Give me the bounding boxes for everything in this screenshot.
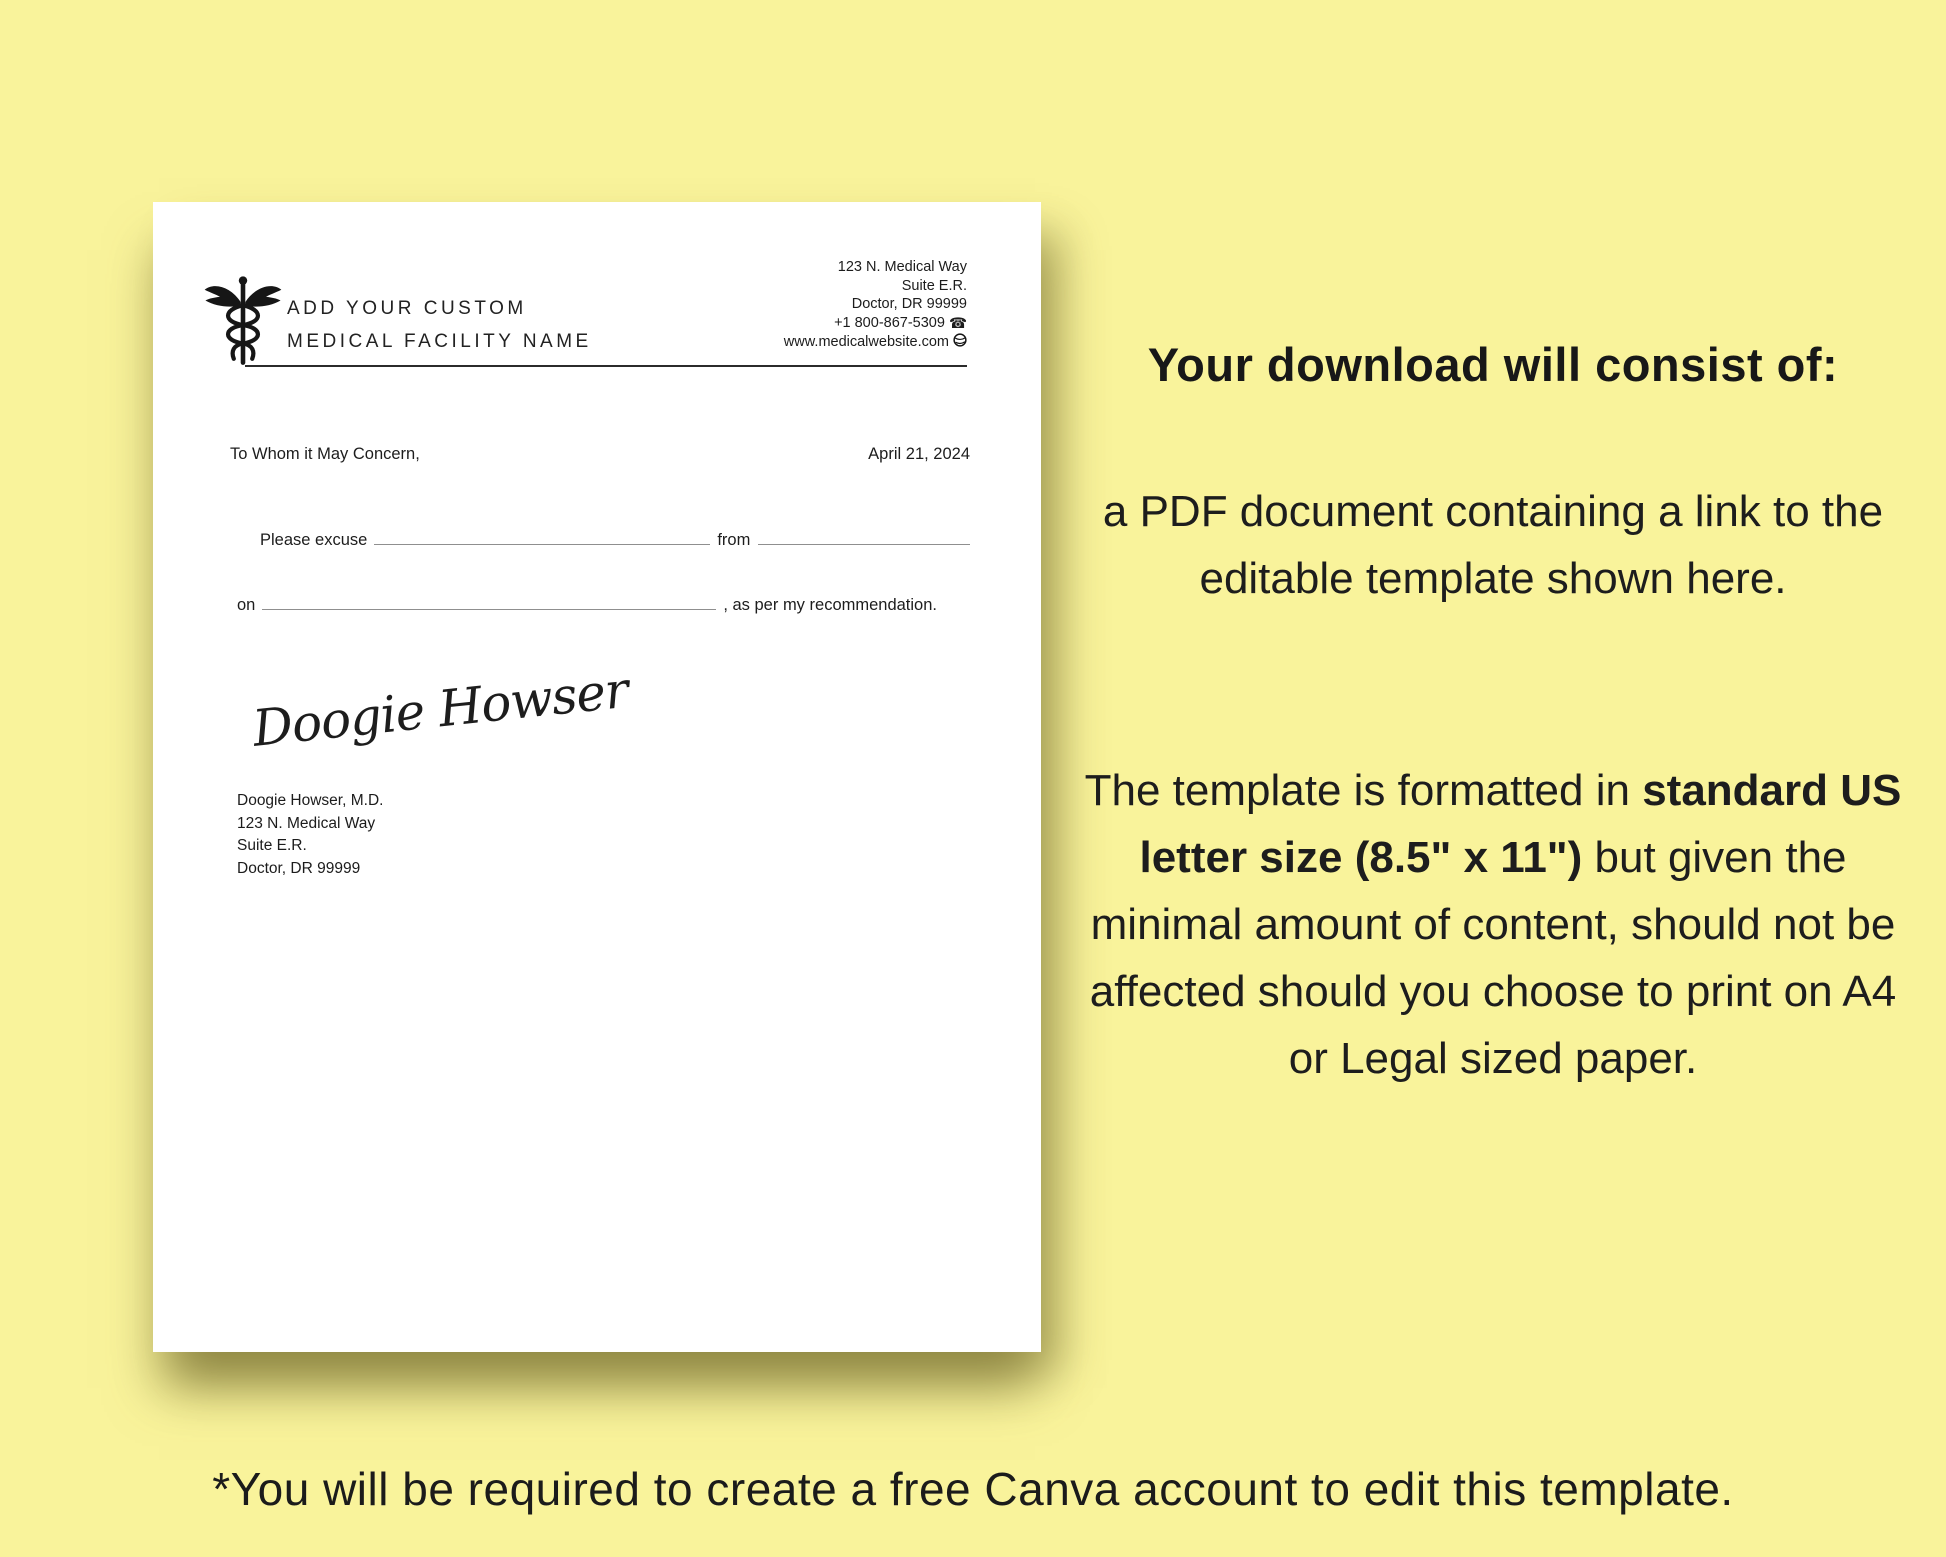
body-line1-label: Please excuse: [260, 531, 368, 549]
globe-icon: [953, 333, 967, 353]
download-heading: Your download will consist of:: [1147, 338, 1839, 391]
contact-address-line3: Doctor, DR 99999: [851, 296, 967, 312]
contact-phone-line: [784, 314, 967, 334]
doctor-signature: Doogie Howser: [249, 660, 631, 758]
signoff-name: Doogie Howser, M.D.: [237, 792, 384, 809]
letter-template-preview: [153, 202, 1041, 1352]
signoff-address2: Suite E.R.: [237, 837, 307, 854]
body-line1-connector: from: [717, 531, 751, 549]
blank-excuse-date: [262, 607, 716, 610]
caduceus-icon: [198, 276, 288, 368]
signature-block: [237, 790, 383, 880]
canva-footnote: *You will be required to create a free Canva account to edit this template.: [212, 1463, 1734, 1515]
facility-name-line1: ADD YOUR CUSTOM: [287, 298, 527, 319]
facility-name: [287, 292, 592, 358]
phone-icon: ☎: [948, 315, 967, 332]
letterhead-divider: [245, 365, 967, 367]
contact-address-line1: 123 N. Medical Way: [837, 259, 967, 275]
paragraph2-bold: standard US letter size (8.5" x 11"): [1139, 766, 1902, 882]
blank-excused-from: [758, 542, 970, 545]
paragraph2-post: but given the minimal amount of content, should not be affected should you choose to print on A4 or Legal sized paper.: [1089, 833, 1897, 1083]
contact-phone: +1 800-867-5309: [834, 314, 945, 331]
body-line2-suffix: , as per my recommendation.: [723, 596, 937, 614]
download-paragraph-1: a PDF document containing a link to the editable template shown here.: [1102, 487, 1884, 603]
signoff-address3: Doctor, DR 99999: [237, 859, 361, 877]
body-line2-label: on: [237, 596, 256, 614]
body-line-2: [237, 596, 937, 615]
download-paragraph-2: [1073, 757, 1913, 1092]
contact-website: www.medicalwebsite.com: [783, 334, 949, 350]
salutation-row: [230, 445, 970, 464]
contact-address-line2: Suite E.R.: [901, 277, 967, 294]
letter-date: April 21, 2024: [868, 445, 970, 463]
contact-website-line: [784, 333, 967, 353]
blank-excuse-name: [374, 542, 710, 545]
paragraph2-pre: The template is formatted in: [1084, 766, 1643, 815]
signoff-address1: 123 N. Medical Way: [237, 814, 376, 832]
letterhead-contact-block: [784, 258, 967, 353]
body-line-1: [260, 531, 970, 550]
salutation: To Whom it May Concern,: [230, 445, 420, 463]
facility-name-line2: MEDICAL FACILITY NAME: [287, 331, 592, 352]
